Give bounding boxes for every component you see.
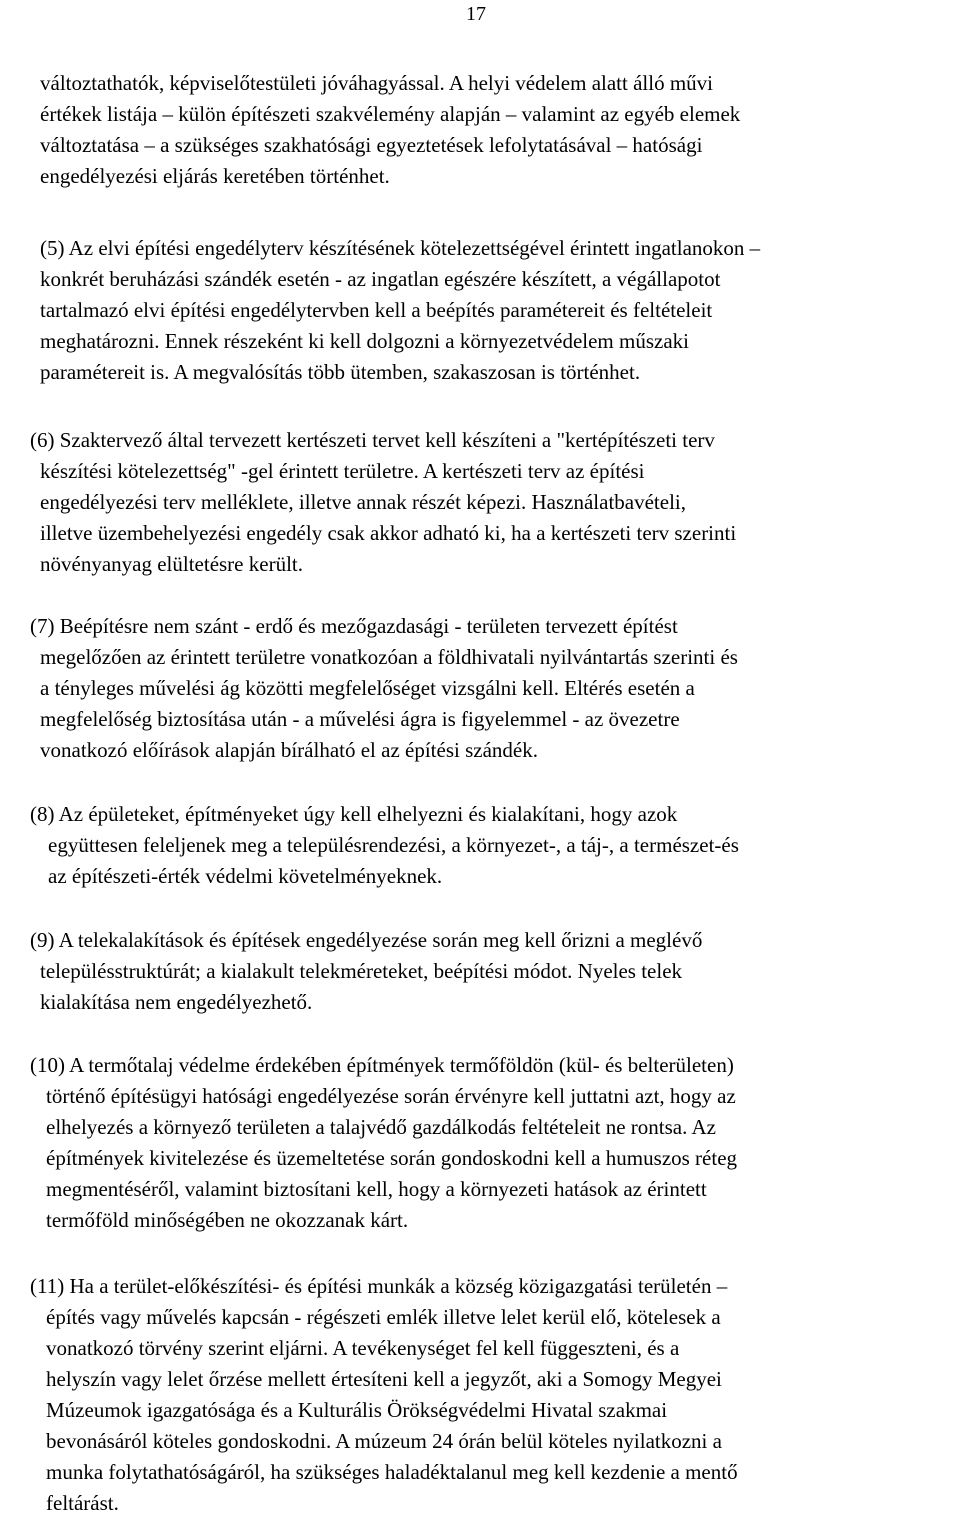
text-line: kialakítása nem engedélyezhető. [40, 990, 313, 1014]
text-line: készítési kötelezettség" -gel érintett területre. A kertészeti terv az építési [40, 459, 645, 483]
text-line: (6) Szaktervező által tervezett kertészeti tervet kell készíteni a "kertépítészeti terv [30, 428, 715, 452]
paragraph-8 [30, 799, 930, 892]
text-line: változtatása – a szükséges szakhatósági egyeztetések lefolytatásával – hatósági [40, 133, 703, 157]
text-line: meghatározni. Ennek részeként ki kell dolgozni a környezetvédelem műszaki [40, 329, 690, 353]
paragraph-9 [30, 925, 930, 1018]
text-line: (10) A termőtalaj védelme érdekében építmények termőföldön (kül- és belterületen) [30, 1053, 734, 1077]
text-line: (8) Az épületeket, építményeket úgy kell elhelyezni és kialakítani, hogy azok [30, 802, 678, 826]
text-line: megfelelőség biztosítása után - a művelési ágra is figyelemmel - az övezetre [40, 707, 680, 731]
text-line: engedélyezési terv melléklete, illetve annak részét képezi. Használatbavételi, [40, 490, 687, 514]
paragraph-6 [30, 425, 930, 580]
text-line: együttesen feleljenek meg a településrendezési, a környezet-, a táj-, a természet-és [48, 833, 739, 857]
text-line: építés vagy művelés kapcsán - régészeti emlék illetve lelet kerül elő, kötelesek a [46, 1305, 721, 1329]
text-line: Múzeumok igazgatósága és a Kulturális Örökségvédelmi Hivatal szakmai [46, 1398, 668, 1422]
text-line: tartalmazó elvi építési engedélytervben kell a beépítés paramétereit és feltételeit [40, 298, 713, 322]
text-line: paramétereit is. A megvalósítás több ütemben, szakaszosan is történhet. [40, 360, 641, 384]
text-line: (11) Ha a terület-előkészítési- és építési munkák a község közigazgatási területén – [30, 1274, 728, 1298]
text-line: illetve üzembehelyezési engedély csak akkor adható ki, ha a kertészeti terv szerinti [40, 521, 737, 545]
intro-paragraph [40, 68, 930, 192]
text-line: bevonásáról köteles gondoskodni. A múzeum 24 órán belül köteles nyilatkozni a [46, 1429, 722, 1453]
text-line: konkrét beruházási szándék esetén - az ingatlan egészére készített, a végállapotot [40, 267, 721, 291]
paragraph-10 [30, 1050, 930, 1236]
text-line: feltárást. [46, 1491, 119, 1515]
text-line: az építészeti-érték védelmi követelményeknek. [48, 864, 443, 888]
text-line: elhelyezés a környező területen a talajvédő gazdálkodás feltételeit ne rontsa. Az [46, 1115, 716, 1139]
text-line: változtathatók, képviselőtestületi jóváhagyással. A helyi védelem alatt álló művi [40, 71, 713, 95]
text-line: értékek listája – külön építészeti szakvélemény alapján – valamint az egyéb elemek [40, 102, 741, 126]
text-line: növényanyag elültetésre került. [40, 552, 303, 576]
paragraph-11 [30, 1271, 930, 1519]
paragraph-7 [30, 611, 930, 766]
text-line: építmények kivitelezése és üzemeltetése során gondoskodni kell a humuszos réteg [46, 1146, 738, 1170]
text-line: megmentéséről, valamint biztosítani kell, hogy a környezeti hatások az érintett [46, 1177, 707, 1201]
text-line: (5) Az elvi építési engedélyterv készítésének kötelezettségével érintett ingatlanokon – [40, 236, 761, 260]
text-line: vonatkozó törvény szerint eljárni. A tevékenységet fel kell függeszteni, és a [46, 1336, 680, 1360]
text-line: helyszín vagy lelet őrzése mellett értesíteni kell a jegyzőt, aki a Somogy Megyei [46, 1367, 722, 1391]
text-line: (7) Beépítésre nem szánt - erdő és mezőgazdasági - területen tervezett építést [30, 614, 678, 638]
text-line: a tényleges művelési ág közötti megfelelőséget vizsgálni kell. Eltérés esetén a [40, 676, 695, 700]
text-line: megelőzően az érintett területre vonatkozóan a földhivatali nyilvántartás szerinti és [40, 645, 738, 669]
text-line: településstruktúrát; a kialakult telekméreteket, beépítési módot. Nyeles telek [40, 959, 683, 983]
text-line: munka folytathatóságáról, ha szükséges haladéktalanul meg kell kezdenie a mentő [46, 1460, 738, 1484]
paragraph-5 [40, 233, 930, 388]
text-line: engedélyezési eljárás keretében történhet. [40, 164, 390, 188]
text-line: termőföld minőségében ne okozzanak kárt. [46, 1208, 409, 1232]
text-line: (9) A telekalakítások és építések engedélyezése során meg kell őrizni a meglévő [30, 928, 703, 952]
text-line: történő építésügyi hatósági engedélyezése során érvényre kell juttatni azt, hogy az [46, 1084, 736, 1108]
text-line: vonatkozó előírások alapján bírálható el az építési szándék. [40, 738, 538, 762]
page-number: 17 [466, 3, 486, 25]
